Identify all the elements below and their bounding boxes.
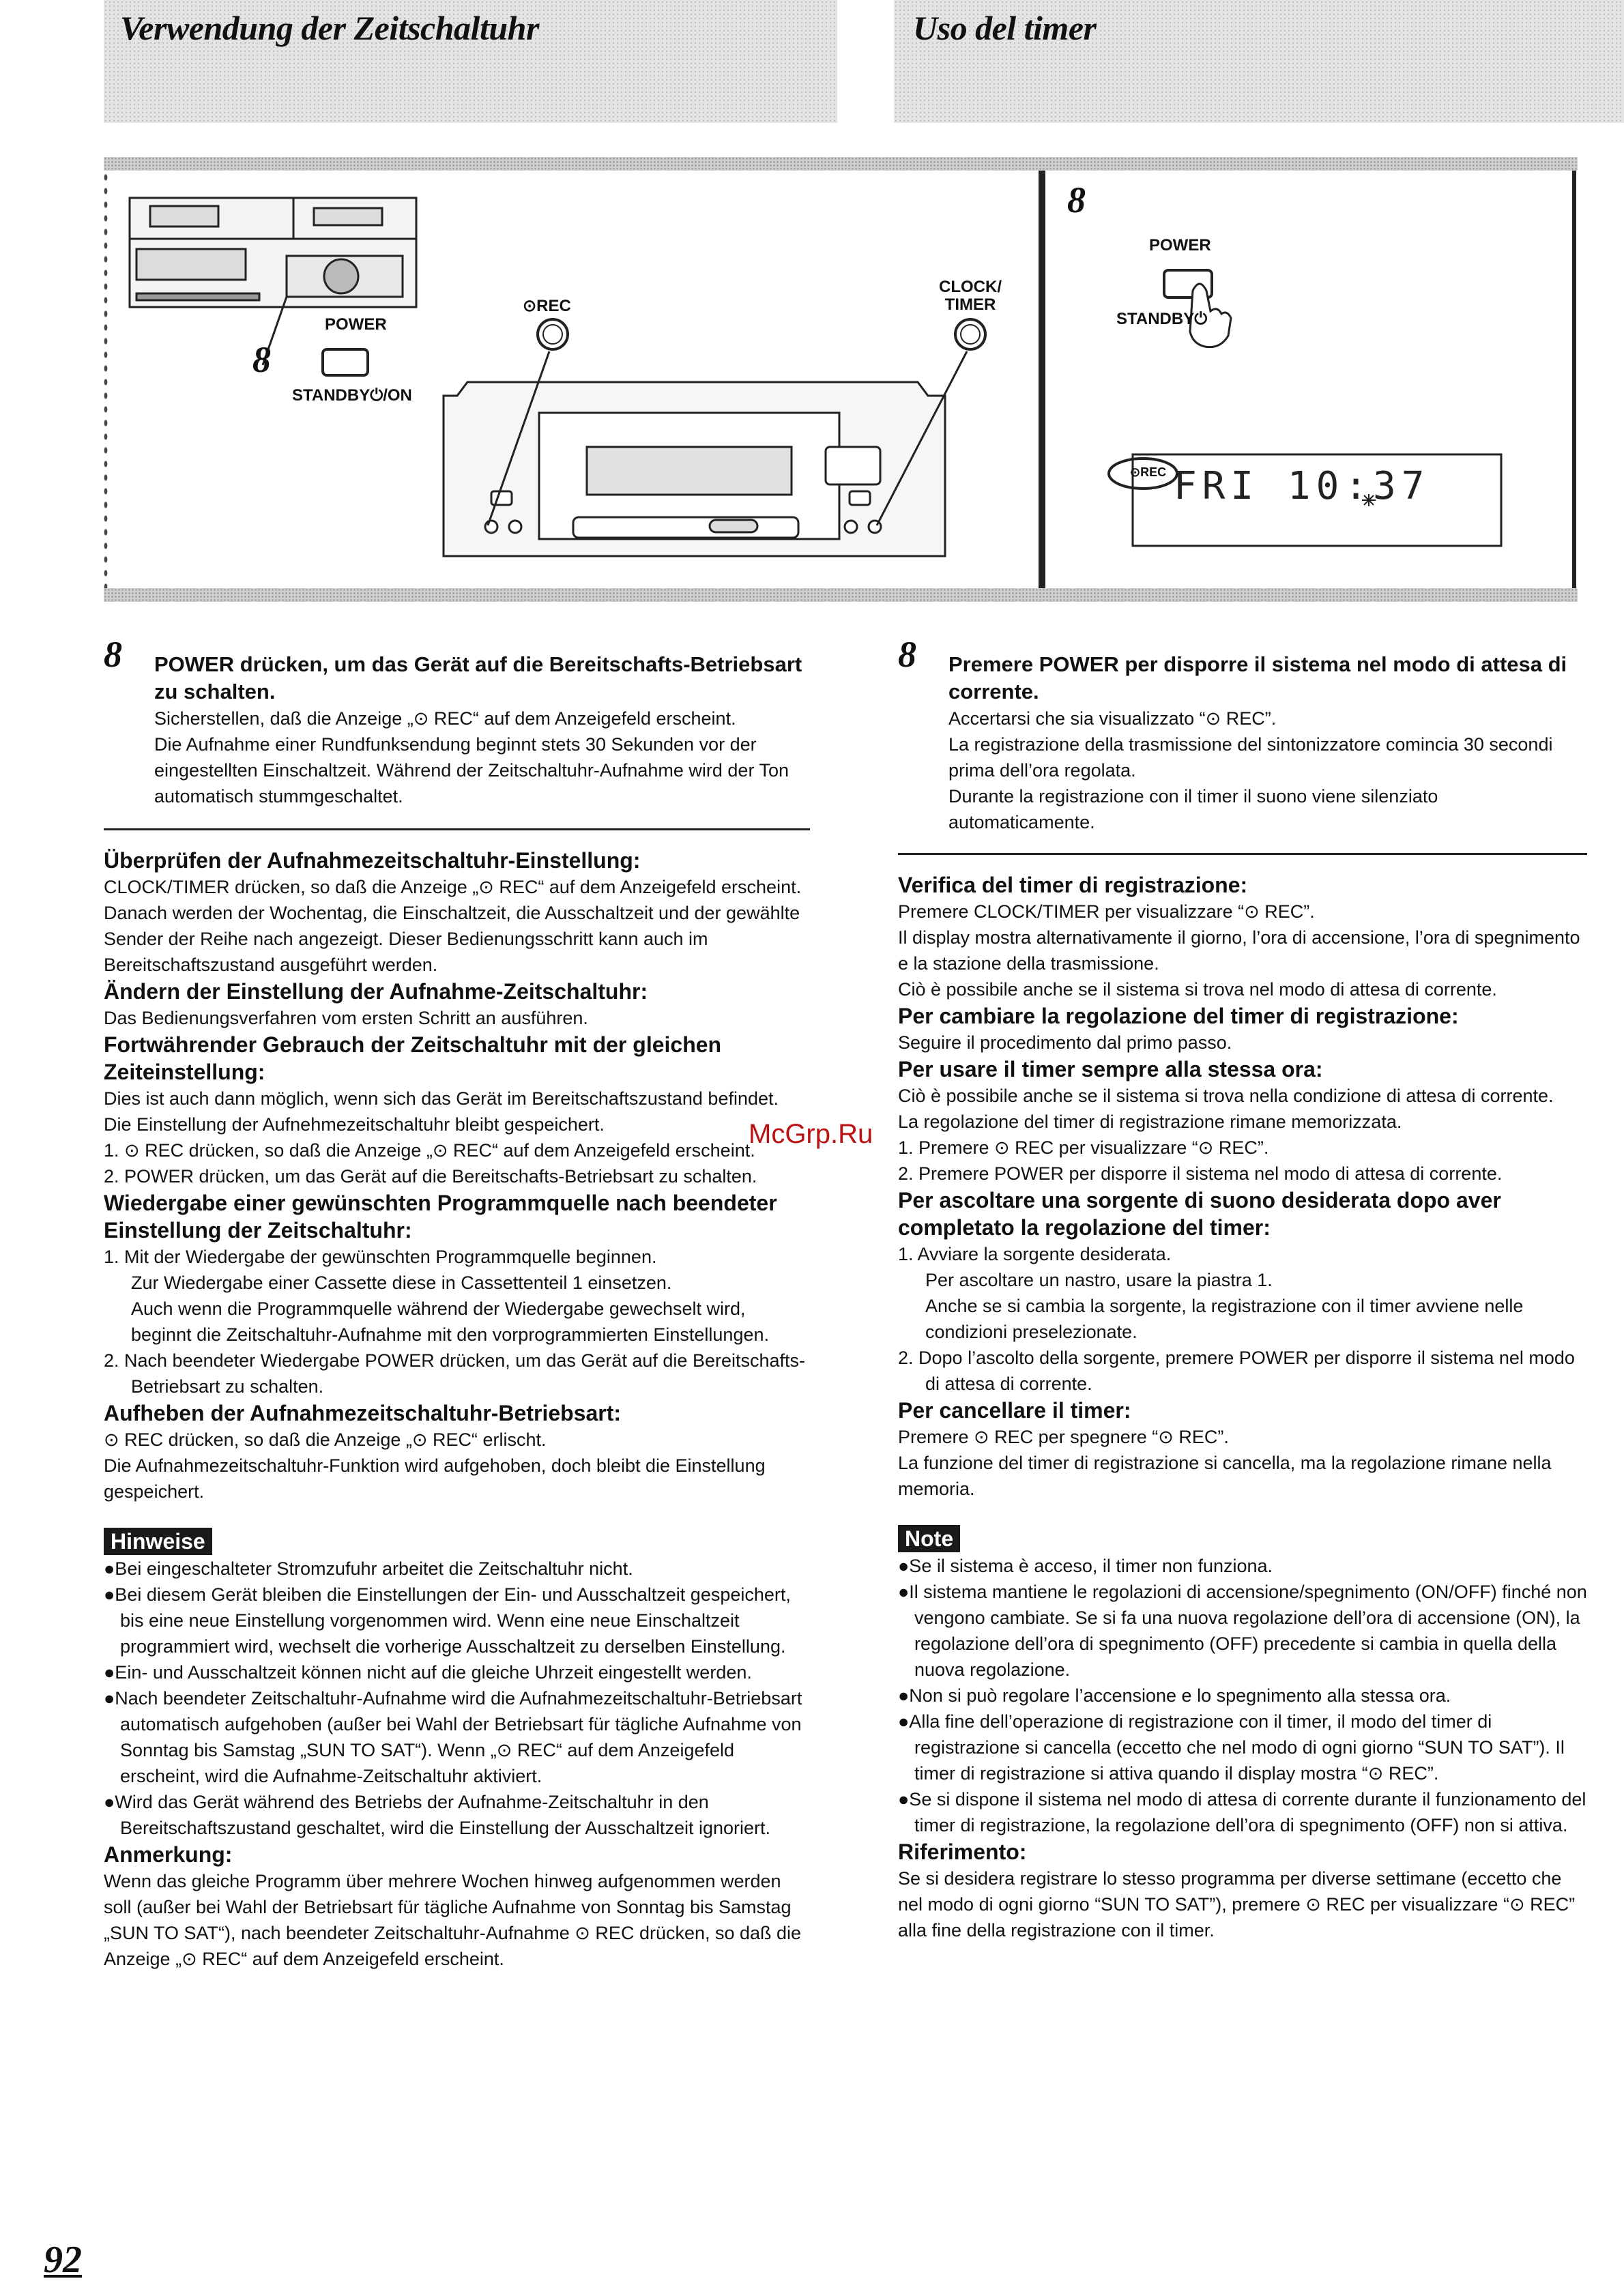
it-paragraph-1a: Premere CLOCK/TIMER per visualizzare “⊙ REC”. (898, 901, 1315, 922)
stereo-system-icon (130, 198, 416, 307)
figure-rec-label: ⊙REC (523, 297, 571, 315)
it-paragraph-5b: La funzione del timer di registrazione si cancella, ma la regolazione rimane nella memoria. (898, 1453, 1552, 1499)
it-note-item: ●Se si dispone il sistema nel modo di attesa di corrente durante il funzionamento del timer di registrazione, la regolazione dell’ora di spegnimento (OFF) non si attiva. (898, 1789, 1586, 1835)
de-list-item: 2. POWER drücken, um das Gerät auf die Bereitschafts-Betriebsart zu schalten. (104, 1166, 757, 1187)
figure-divider (1039, 171, 1045, 588)
figure-power-label: POWER (325, 315, 387, 334)
it-note-item: ●Il sistema mantiene le regolazioni di accensione/spegnimento (ON/OFF) finché non vengono cambiate. Se si fa una nuova regolazione dell’ora di accensione (ON), la regolazione dell’ora di spegnimento (OFF) precedente si cambia in quella della nuova regolazione. (898, 1582, 1587, 1680)
power-button-icon (323, 349, 368, 375)
de-step-line-2: Die Aufnahme einer Rundfunksendung beginnt stets 30 Sekunden vor der eingestellten Einschaltzeit. Während der Zeitschaltuhr-Aufnahme wird der Ton automatisch stummgeschaltet. (154, 734, 789, 807)
de-heading-3: Fortwährender Gebrauch der Zeitschaltuhr mit der gleichen Zeiteinstellung: (104, 1032, 722, 1084)
watermark: McGrp.Ru (749, 1119, 873, 1149)
de-paragraph-3b: Die Einstellung der Aufnehmezeitschaltuhr bleibt gespeichert. (104, 1114, 605, 1135)
inset-power-label: POWER (1149, 236, 1211, 255)
it-note-item: ●Alla fine dell’operazione di registrazione con il timer, il modo del timer di registrazione si cancella (eccetto che nel modo di ogni giorno “SUN TO SAT”). Il timer di registrazione si attiva quando il display mostra “⊙ REC”. (898, 1711, 1565, 1784)
de-paragraph-2: Das Bedienungsverfahren vom ersten Schritt an ausführen. (104, 1008, 588, 1028)
de-step-heading: POWER drücken, um das Gerät auf die Bereitschafts-Betriebsart zu schalten. (154, 652, 802, 703)
it-step-line-3: Durante la registrazione con il timer il suono viene silenziato automaticamente. (948, 786, 1438, 832)
it-paragraph-6: Se si desidera registrare lo stesso programma per diverse settimane (eccetto che nel modo di ogni giorno “SUN TO SAT”), premere ⊙ REC per visualizzare “⊙ REC” alla fine della registrazione con il timer. (898, 1868, 1576, 1941)
it-heading-5: Per cancellare il timer: (898, 1398, 1131, 1423)
figure-top-band (104, 157, 1578, 171)
it-list-item: 1. Avviare la sorgente desiderata. (898, 1244, 1172, 1264)
de-heading-2: Ändern der Einstellung der Aufnahme-Zeitschaltuhr: (104, 979, 648, 1004)
it-heading-4: Per ascoltare una sorgente di suono desiderata dopo aver completato la regolazione del timer: (898, 1188, 1501, 1240)
it-list-item: 1. Premere ⊙ REC per visualizzare “⊙ REC”. (898, 1137, 1269, 1158)
de-list-item: 2. Nach beendeter Wiedergabe POWER drücken, um das Gerät auf die Bereitschafts-Betriebsart zu schalten. (104, 1350, 806, 1397)
it-paragraph-1c: Ciò è possibile anche se il sistema si trova nel modo di attesa di corrente. (898, 979, 1497, 1000)
it-list-item: 2. Dopo l’ascolto della sorgente, premere POWER per disporre il sistema nel modo di attesa di corrente. (898, 1348, 1575, 1394)
figure-clock-timer-label: CLOCK/ TIMER (939, 278, 1002, 314)
italian-column (898, 634, 1587, 1943)
de-note-item: ●Ein- und Ausschaltzeit können nicht auf die gleiche Uhrzeit eingestellt werden. (104, 1662, 752, 1683)
it-step-line-2: La registrazione della trasmissione del sintonizzatore comincia 30 secondi prima dell’ora regolata. (948, 734, 1553, 781)
device-illustration (109, 171, 1039, 588)
it-heading-3: Per usare il timer sempre alla stessa ora: (898, 1057, 1323, 1081)
de-paragraph-1: CLOCK/TIMER drücken, so daß die Anzeige „⊙ REC“ auf dem Anzeigefeld erscheint. Danach werden der Wochentag, die Einschaltzeit, die Ausschaltzeit und der gewählte Sender der Reihe nach angezeigt. Dieser Bedienungsschritt kann auch im Bereitschaftszustand ausgeführt werden. (104, 877, 802, 975)
display-text: FRI 10:37 (1174, 464, 1430, 508)
german-column (104, 634, 810, 1972)
de-heading-1: Überprüfen der Aufnahmezeitschaltuhr-Einstellung: (104, 848, 641, 873)
de-list-subitem: Auch wenn die Programmquelle während der Wiedergabe gewechselt wird, beginnt die Zeitschaltuhr-Aufnahme mit den vorprogrammierten Einstellungen. (131, 1298, 769, 1345)
it-list-subitem: Per ascoltare un nastro, usare la piastra 1. (925, 1270, 1273, 1290)
it-paragraph-2: Seguire il procedimento dal primo passo. (898, 1032, 1232, 1053)
de-paragraph-3a: Dies ist auch dann möglich, wenn sich das Gerät im Bereitschaftszustand befindet. (104, 1088, 779, 1109)
it-step-heading: Premere POWER per disporre il sistema nel modo di attesa di corrente. (948, 652, 1567, 703)
it-paragraph-3b: La regolazione del timer di registrazione rimane memorizzata. (898, 1112, 1402, 1132)
display-rec-indicator: ⊙REC (1130, 465, 1167, 479)
page-number: 92 (44, 2239, 82, 2281)
it-note-item: ●Non si può regolare l’accensione e lo spegnimento alla stessa ora. (898, 1685, 1451, 1706)
figure-standby-label: STANDBY⏻/ON (292, 386, 412, 405)
it-note-item: ●Se il sistema è acceso, il timer non funziona. (898, 1556, 1273, 1576)
it-heading-2: Per cambiare la regolazione del timer di registrazione: (898, 1004, 1459, 1028)
rec-button-icon (538, 319, 568, 349)
header-title-it: Uso del timer (913, 9, 1097, 47)
it-step-line-1: Accertarsi che sia visualizzato “⊙ REC”. (948, 708, 1277, 729)
it-paragraph-1b: Il display mostra alternativamente il giorno, l’ora di accensione, l’ora di spegnimento e la stazione della trasmissione. (898, 927, 1580, 974)
inset-step-number: 8 (1067, 179, 1086, 220)
step-8-figure: 8 (252, 339, 271, 380)
it-divider (898, 853, 1587, 855)
it-heading-1: Verifica del timer di registrazione: (898, 873, 1248, 897)
figure-bottom-band (104, 588, 1578, 602)
de-note-item: ●Bei eingeschalteter Stromzufuhr arbeitet die Zeitschaltuhr nicht. (104, 1558, 633, 1579)
de-heading-6: Anmerkung: (104, 1842, 233, 1867)
de-list-item: 1. Mit der Wiedergabe der gewünschten Programmquelle beginnen. (104, 1247, 657, 1267)
inset-standby-label: STANDBY⏻ (1116, 310, 1208, 328)
cassette-deck-icon (444, 382, 945, 556)
de-list-subitem: Zur Wiedergabe einer Cassette diese in Cassettenteil 1 einsetzen. (131, 1273, 672, 1293)
de-step-number: 8 (104, 634, 122, 675)
de-divider (104, 828, 810, 830)
it-paragraph-5a: Premere ⊙ REC per spegnere “⊙ REC”. (898, 1427, 1229, 1447)
it-heading-6: Riferimento: (898, 1840, 1027, 1864)
de-note-item: ●Wird das Gerät während des Betriebs der Aufnahme-Zeitschaltuhr in den Bereitschaftszustand geschaltet, wird die Einstellung der Ausschaltzeit ignoriert. (104, 1792, 771, 1838)
de-paragraph-5b: Die Aufnahmezeitschaltuhr-Funktion wird aufgehoben, doch bleibt die Einstellung gespeichert. (104, 1455, 766, 1502)
figure-dotted-edge (102, 171, 109, 588)
de-paragraph-6: Wenn das gleiche Programm über mehrere Wochen hinweg aufgenommen werden soll (außer bei Wahl der Betriebsart für tägliche Aufnahme von Sonntag bis Samstag „SUN TO SAT“), nach beendeter Zeitschaltuhr-Aufnahme ⊙ REC drücken, so daß die Anzeige „⊙ REC“ auf dem Anzeigefeld erscheint. (104, 1871, 802, 1969)
inset-illustration (1049, 175, 1568, 584)
it-list-subitem: Anche se si cambia la sorgente, la registrazione con il timer avviene nelle condizioni preselezionate. (925, 1296, 1524, 1342)
de-heading-5: Aufheben der Aufnahmezeitschaltuhr-Betriebsart: (104, 1401, 622, 1425)
de-note-item: ●Nach beendeter Zeitschaltuhr-Aufnahme wird die Aufnahmezeitschaltuhr-Betriebsart automatisch aufgehoben (außer bei Wahl der Betriebsart für tägliche Aufnahme von Sonntag bis Samstag „SUN TO SAT“). Wenn „⊙ REC“ auf dem Anzeigefeld erscheint, wird die Aufnahme-Zeitschaltuhr aktiviert. (104, 1688, 802, 1786)
it-paragraph-3a: Ciò è possibile anche se il sistema si trova nella condizione di attesa di corrente. (898, 1086, 1554, 1106)
de-list-item: 1. ⊙ REC drücken, so daß die Anzeige „⊙ REC“ auf dem Anzeigefeld erscheint. (104, 1140, 755, 1161)
it-list-item: 2. Premere POWER per disporre il sistema nel modo di attesa di corrente. (898, 1163, 1503, 1184)
it-notes-tag: Note (898, 1525, 960, 1552)
de-step-line-1: Sicherstellen, daß die Anzeige „⊙ REC“ auf dem Anzeigefeld erscheint. (154, 708, 736, 729)
de-paragraph-5a: ⊙ REC drücken, so daß die Anzeige „⊙ REC“ erlischt. (104, 1429, 547, 1450)
clock-timer-button-icon (955, 319, 985, 349)
de-note-item: ●Bei diesem Gerät bleiben die Einstellungen der Ein- und Ausschaltzeit gespeichert, bis eine neue Einstellung vorgenommen wird. Wenn eine neue Einschaltzeit programmiert wird, wechselt die vorherige Ausschaltzeit zu derselben Einstellung. (104, 1584, 791, 1657)
de-heading-4: Wiedergabe einer gewünschten Programmquelle nach beendeter Einstellung der Zeitschaltuhr: (104, 1191, 777, 1243)
header-title-de: Verwendung der Zeitschaltuhr (120, 9, 539, 47)
de-notes-tag: Hinweise (104, 1528, 212, 1555)
it-step-number: 8 (898, 634, 916, 675)
